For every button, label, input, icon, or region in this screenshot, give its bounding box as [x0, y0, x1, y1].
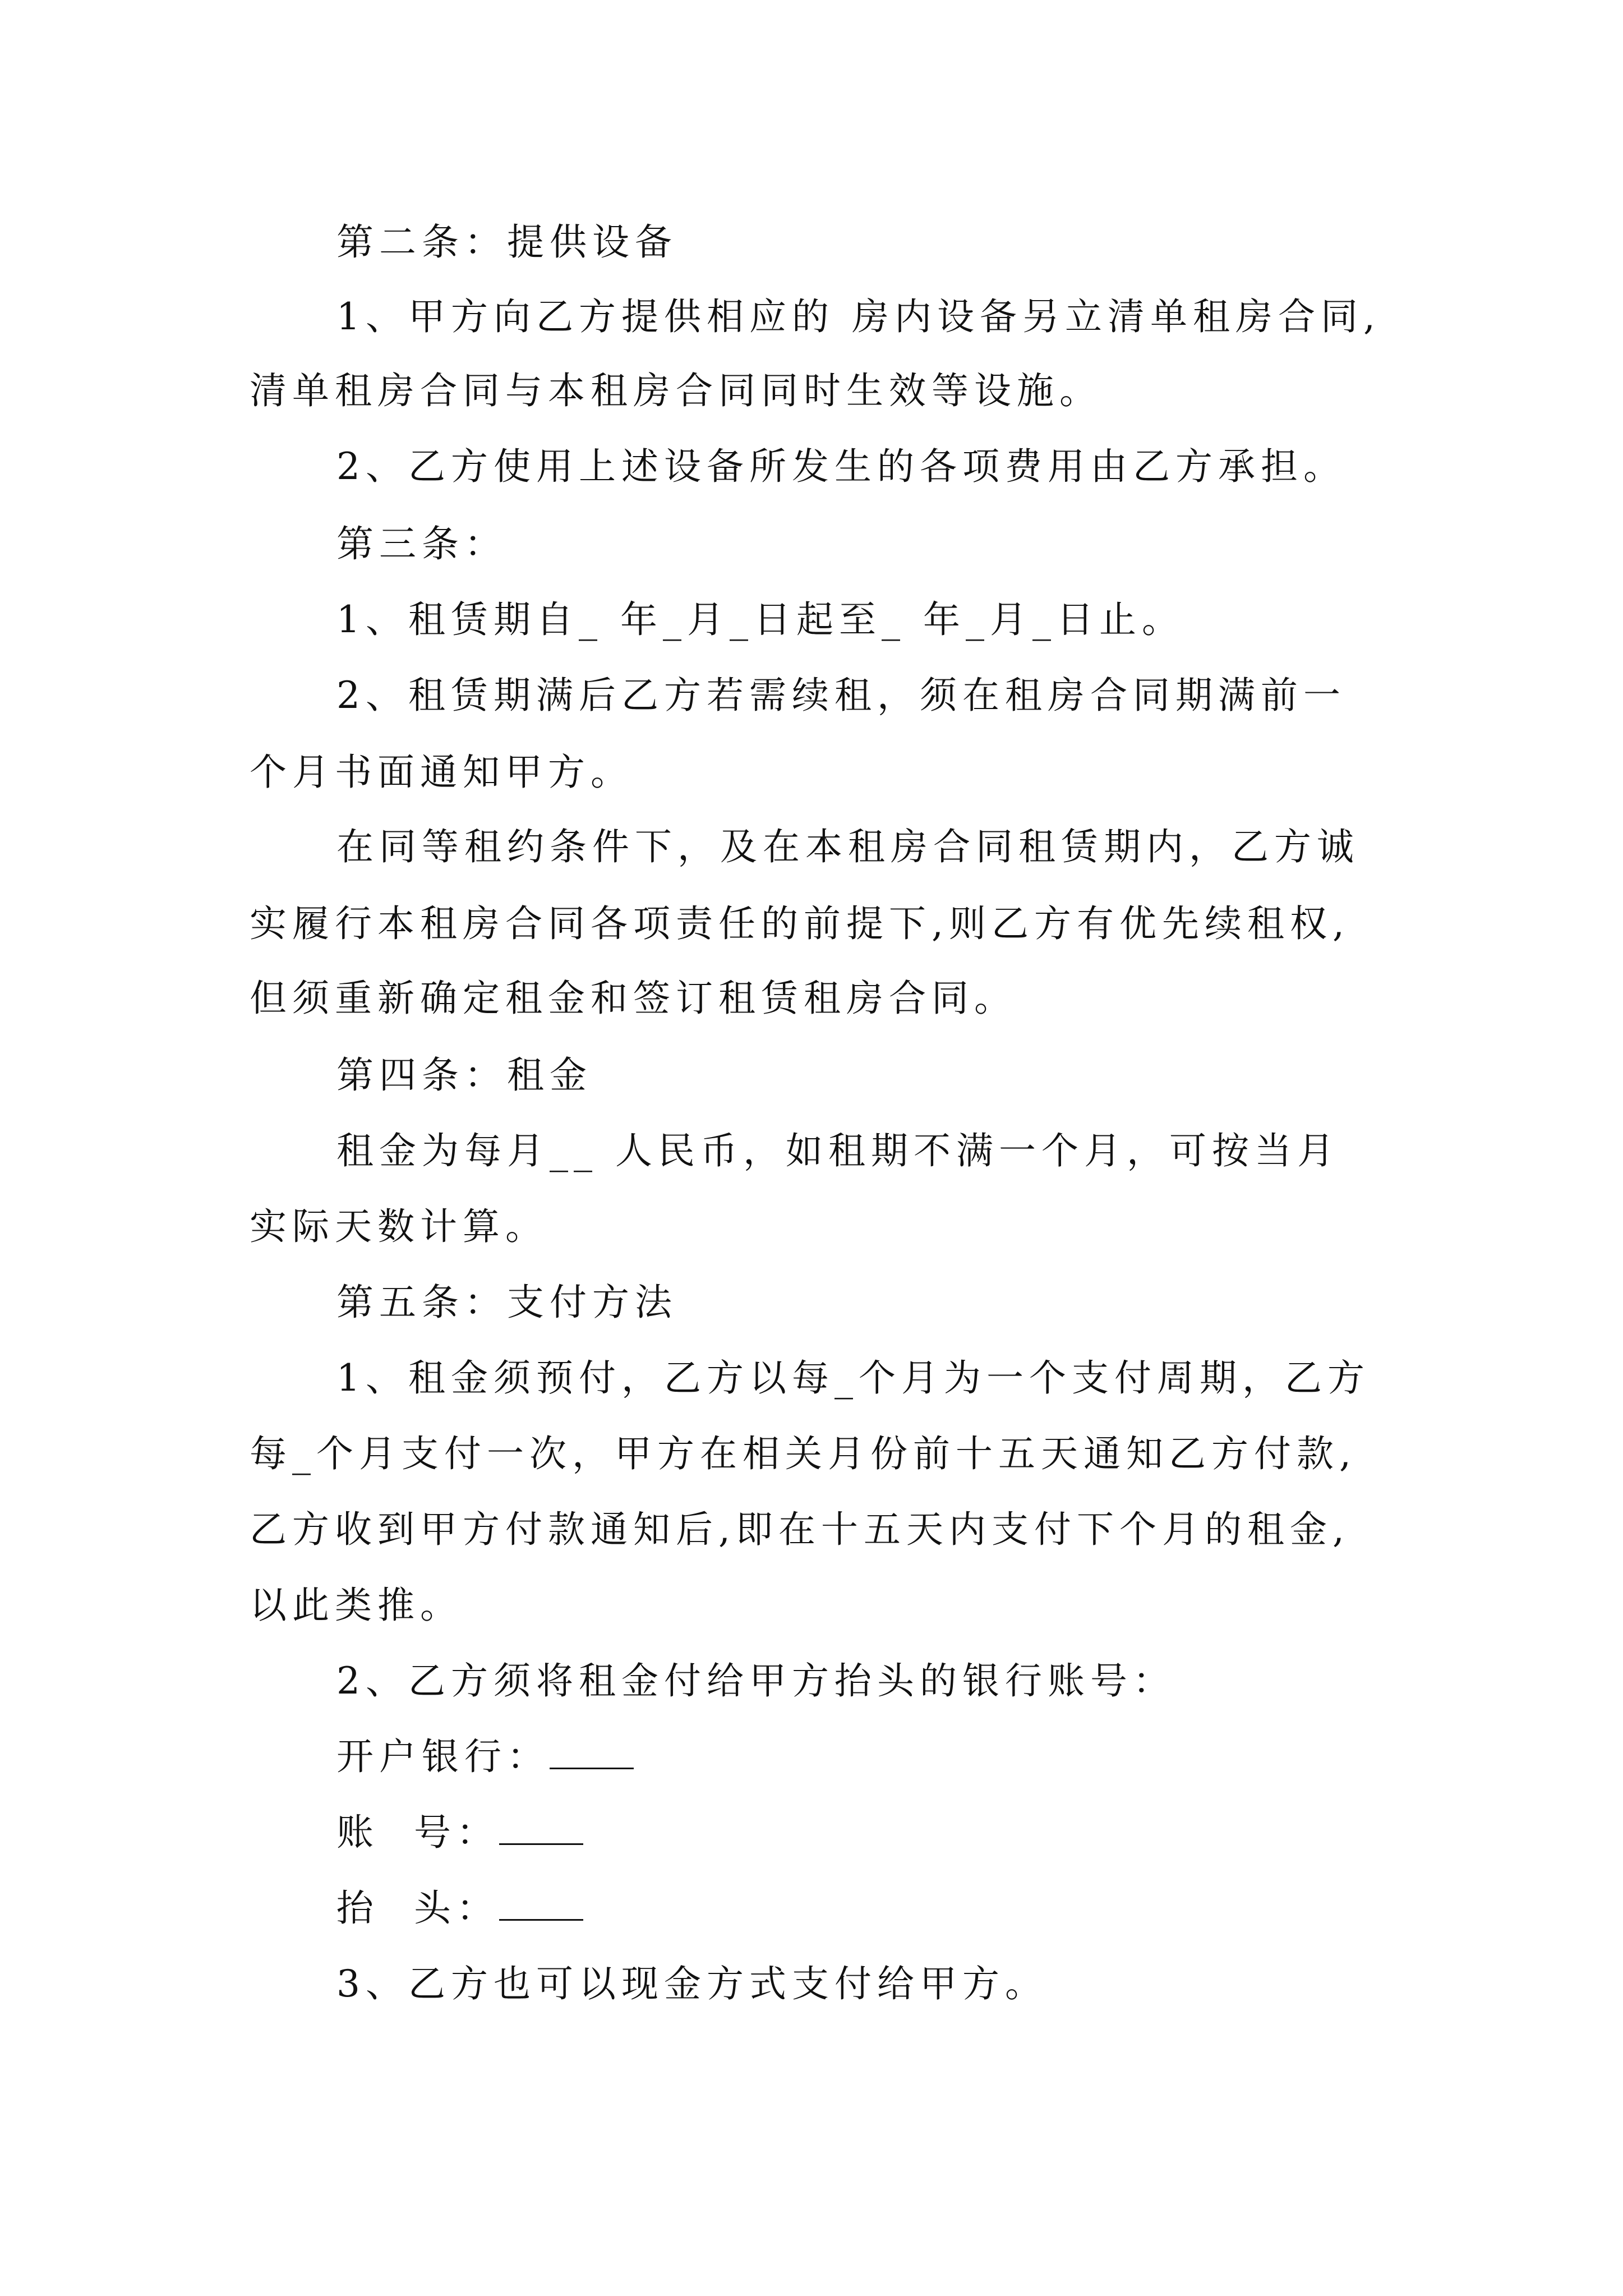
section-heading-4: 第四条：租金 — [336, 1053, 592, 1097]
paragraph-line: 在同等租约条件下，及在本租房合同租赁期内，乙方诚 — [336, 825, 1359, 868]
paragraph-line: 每_个月支付一次，甲方在相关月份前十五天通知乙方付款, — [250, 1432, 1357, 1475]
paragraph-line: 1、甲方向乙方提供相应的 房内设备另立清单租房合同, — [336, 295, 1381, 338]
paragraph-line: 2、乙方须将租金付给甲方抬头的银行账号： — [336, 1659, 1175, 1703]
section-heading-2: 第二条：提供设备 — [336, 220, 677, 264]
paragraph-line: 以此类推。 — [250, 1584, 463, 1627]
payee-blank — [499, 1891, 583, 1921]
bank-name-blank — [550, 1740, 634, 1769]
account-number-label: 账 号： — [336, 1811, 499, 1854]
bank-name-label: 开户银行： — [336, 1735, 550, 1778]
account-number-row — [336, 1810, 583, 1855]
payee-row — [336, 1886, 583, 1931]
paragraph-line: 个月书面通知甲方。 — [250, 751, 633, 794]
paragraph-line: 3、乙方也可以现金方式支付给甲方。 — [336, 1962, 1048, 2005]
paragraph-line: 2、租赁期满后乙方若需续租，须在租房合同期满前一 — [336, 674, 1346, 717]
account-number-blank — [499, 1815, 583, 1845]
paragraph-line: 清单租房合同与本租房合同同时生效等设施。 — [250, 369, 1102, 412]
paragraph-line: 1、租赁期自_ 年_月_日起至_ 年_月_日止。 — [336, 598, 1184, 641]
payee-label: 抬 头： — [336, 1887, 499, 1930]
paragraph-line: 但须重新确定租金和签订租赁租房合同。 — [250, 977, 1017, 1020]
paragraph-line: 租金为每月__ 人民币，如租期不满一个月，可按当月 — [336, 1129, 1340, 1172]
section-heading-5: 第五条：支付方法 — [336, 1281, 677, 1324]
paragraph-line: 1、租金须预付，乙方以每_个月为一个支付周期，乙方 — [336, 1356, 1370, 1400]
paragraph-line: 实际天数计算。 — [250, 1205, 548, 1248]
section-heading-3: 第三条： — [336, 522, 507, 565]
paragraph-line: 2、乙方使用上述设备所发生的各项费用由乙方承担。 — [336, 445, 1346, 488]
paragraph-line: 实履行本租房合同各项责任的前提下,则乙方有优先续租权, — [250, 902, 1350, 945]
bank-name-row — [336, 1734, 634, 1779]
paragraph-line: 乙方收到甲方付款通知后,即在十五天内支付下个月的租金, — [250, 1508, 1350, 1551]
